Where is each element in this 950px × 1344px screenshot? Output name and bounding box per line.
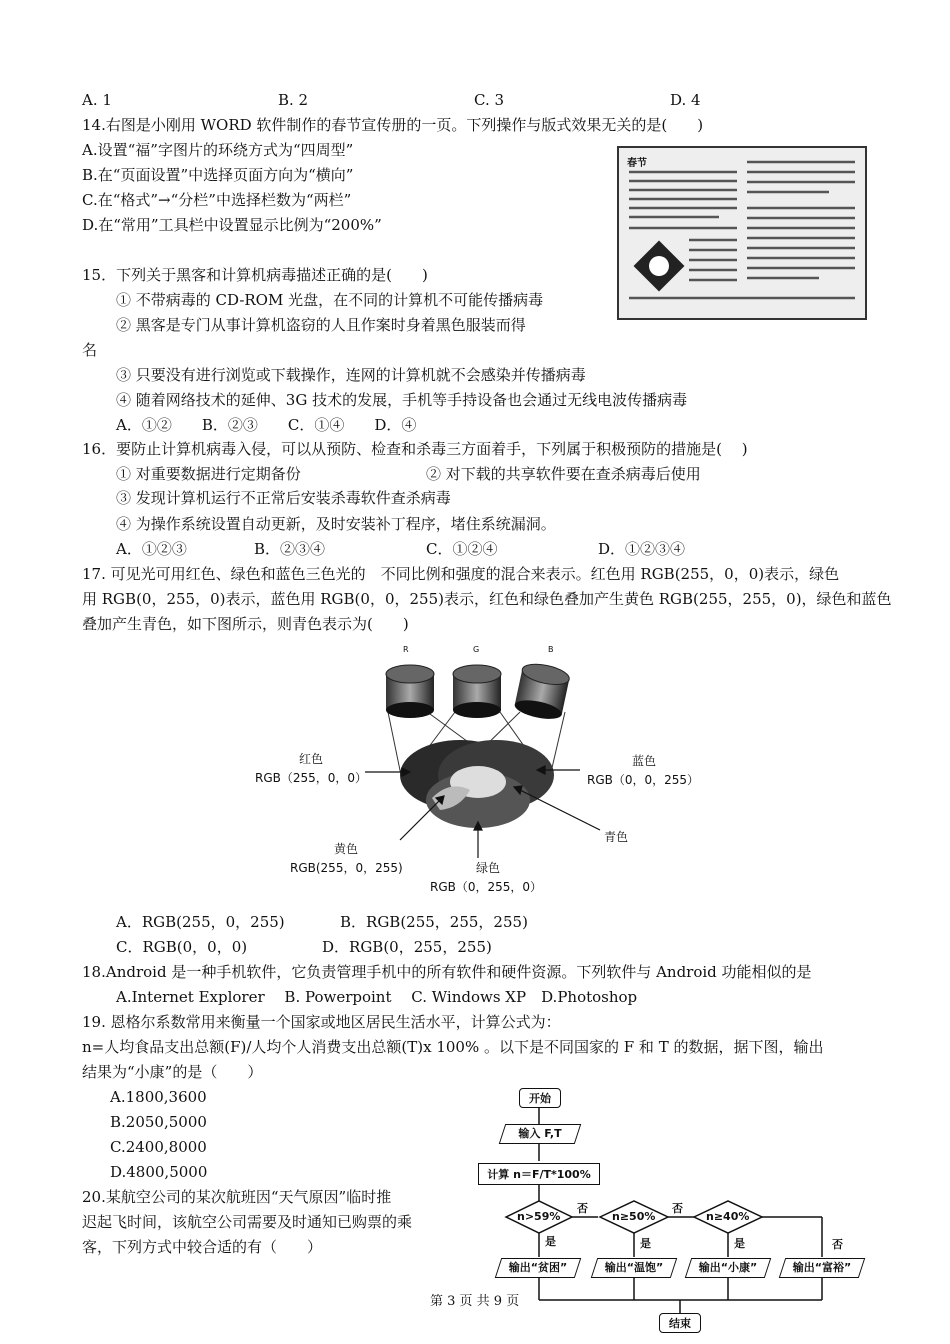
flow-output-2: [591, 1258, 677, 1278]
q15-stem: 15．下列关于黑客和计算机病毒描述正确的是( ): [82, 266, 428, 284]
q18-options: A.Internet Explorer B. Powerpoint C. Windows XP D.Photoshop: [116, 988, 638, 1006]
q19-line-2: n=人均食品支出总额(F)/人均个人消费支出总额(T)x 100% 。以下是不同国家的 F 和 T 的数据，据下图，输出: [82, 1038, 824, 1056]
page-footer: 第 3 页 共 9 页: [430, 1294, 520, 1309]
q13-option-c: C. 3: [474, 91, 505, 109]
q17-option-c: C．RGB(0，0，0): [116, 938, 248, 956]
q15-item-4: ④ 随着网络技术的延伸、3G 技术的发展，手机等手持设备也会通过无线电波传播病毒: [116, 391, 688, 409]
brochure-title: 春节: [627, 158, 647, 169]
q17-line-2: 用 RGB(0，255，0)表示，蓝色用 RGB(0，0，255)表示，红色和绿色叠加产生黄色 RGB(255，255，0)，绿色和蓝色: [82, 590, 892, 608]
q19-line-1: 19. 恩格尔系数常用来衡量一个国家或地区居民生活水平，计算公式为：: [82, 1013, 561, 1031]
flow-cond-2: n≥50%: [612, 1210, 656, 1223]
q16-item-3: ③ 发现计算机运行不正常后安装杀毒软件查杀病毒: [116, 489, 451, 507]
q16-option-c: C．①②④: [426, 540, 498, 558]
label-blue-rgb: RGB（0，0，255）: [587, 773, 700, 787]
q19-line-3: 结果为“小康”的是（ ）: [82, 1063, 263, 1081]
label-r: R: [403, 645, 409, 654]
flow-yes-3: 是: [734, 1237, 745, 1250]
flow-no-1: 否: [577, 1202, 588, 1215]
q15-item-3: ③ 只要没有进行浏览或下载操作，连网的计算机就不会感染并传播病毒: [116, 366, 586, 384]
q14-option-c: C.在“格式”→“分栏”中选择栏数为“两栏”: [82, 191, 352, 209]
q14-option-b: B.在“页面设置”中选择页面方向为“横向”: [82, 166, 354, 184]
label-red-rgb: RGB（255，0，0）: [255, 771, 368, 785]
q17-line-1: 17. 可见光可用红色、绿色和蓝色三色光的 不同比例和强度的混合来表示。红色用 RGB(255，0，0)表示，绿色: [82, 565, 840, 583]
flow-output-1-text: 输出“贫困”: [508, 1261, 568, 1274]
flow-output-3-text: 输出“小康”: [698, 1261, 758, 1274]
q15-item-2: ② 黑客是专门从事计算机盗窃的人且作案时身着黑色服装而得: [116, 316, 526, 334]
label-yellow: 黄色: [334, 842, 359, 856]
q16-option-a: A．①②③: [116, 540, 187, 558]
flow-yes-2: 是: [640, 1237, 651, 1250]
q15-item-1: ① 不带病毒的 CD-ROM 光盘，在不同的计算机不可能传播病毒: [116, 291, 544, 309]
q19-option-c: C.2400,8000: [110, 1138, 207, 1156]
flow-cond-1: n>59%: [517, 1210, 561, 1223]
q13-option-a: A. 1: [82, 91, 112, 109]
q17-option-a: A．RGB(255，0，255): [116, 913, 285, 931]
label-yellow-rgb: RGB(255，0，255): [290, 861, 403, 875]
label-red: 红色: [299, 752, 324, 766]
q14-option-d: D.在“常用”工具栏中设置显示比例为“200%”: [82, 216, 382, 234]
flow-output-4-text: 输出“富裕”: [792, 1261, 852, 1274]
q16-option-d: D．①②③④: [598, 540, 686, 558]
flow-input-text: 输入 F,T: [518, 1127, 562, 1140]
q19-option-d: D.4800,5000: [110, 1163, 208, 1181]
q18-stem: 18.Android 是一种手机软件，它负责管理手机中的所有软件和硬件资源。下列软件与 Android 功能相似的是: [82, 963, 812, 981]
flow-output-2-text: 输出“温饱”: [604, 1261, 664, 1274]
q14-stem: 14.右图是小刚用 WORD 软件制作的春节宣传册的一页。下列操作与版式效果无关的是( ): [82, 116, 704, 134]
q14-option-a: A.设置“福”字图片的环绕方式为“四周型”: [82, 141, 354, 159]
q19-option-a: A.1800,3600: [110, 1088, 207, 1106]
label-cyan: 青色: [604, 830, 629, 844]
label-b: B: [548, 645, 554, 654]
q20-line-1: 20.某航空公司的某次航班因“天气原因”临时推: [82, 1188, 392, 1206]
q19-option-b: B.2050,5000: [110, 1113, 207, 1131]
flow-cond-3: n≥40%: [706, 1210, 750, 1223]
label-g: G: [473, 645, 480, 654]
q17-option-b: B．RGB(255，255，255): [340, 913, 528, 931]
q13-option-b: B. 2: [278, 91, 309, 109]
q17-line-3: 叠加产生青色，如下图所示，则青色表示为( ): [82, 615, 409, 633]
q13-option-d: D. 4: [670, 91, 701, 109]
q15-item-2-cont: 名: [82, 341, 98, 359]
label-green-rgb: RGB（0，255，0）: [430, 880, 543, 894]
label-blue: 蓝色: [632, 754, 657, 768]
flow-yes-1: 是: [545, 1235, 556, 1248]
q15-options: A．①② B．②③ C．①④ D．④: [116, 416, 417, 434]
q17-option-d: D．RGB(0，255，255): [322, 938, 492, 956]
flow-calc: 计算 n＝F/T*100%: [478, 1163, 600, 1185]
flow-no-2: 否: [672, 1202, 683, 1215]
q16-option-b: B．②③④: [254, 540, 326, 558]
flow-start: 开始: [519, 1088, 561, 1108]
q20-line-3: 客，下列方式中较合适的有（ ）: [82, 1238, 323, 1256]
flow-output-1: [495, 1258, 581, 1278]
flow-output-3: [685, 1258, 771, 1278]
q16-stem: 16．要防止计算机病毒入侵，可以从预防、检查和杀毒三方面着手，下列属于积极预防的措施是( ): [82, 440, 748, 458]
q16-item-1: ① 对重要数据进行定期备份: [116, 465, 301, 483]
q16-item-2: ② 对下载的共享软件要在查杀病毒后使用: [426, 465, 701, 483]
label-green: 绿色: [476, 861, 501, 875]
q20-line-2: 迟起飞时间，该航空公司需要及时通知已购票的乘: [82, 1213, 413, 1231]
q16-item-4: ④ 为操作系统设置自动更新，及时安装补丁程序，堵住系统漏洞。: [116, 515, 556, 533]
flow-output-4: [779, 1258, 865, 1278]
flow-no-3: 否: [832, 1238, 843, 1251]
flow-end: 结束: [659, 1313, 701, 1333]
